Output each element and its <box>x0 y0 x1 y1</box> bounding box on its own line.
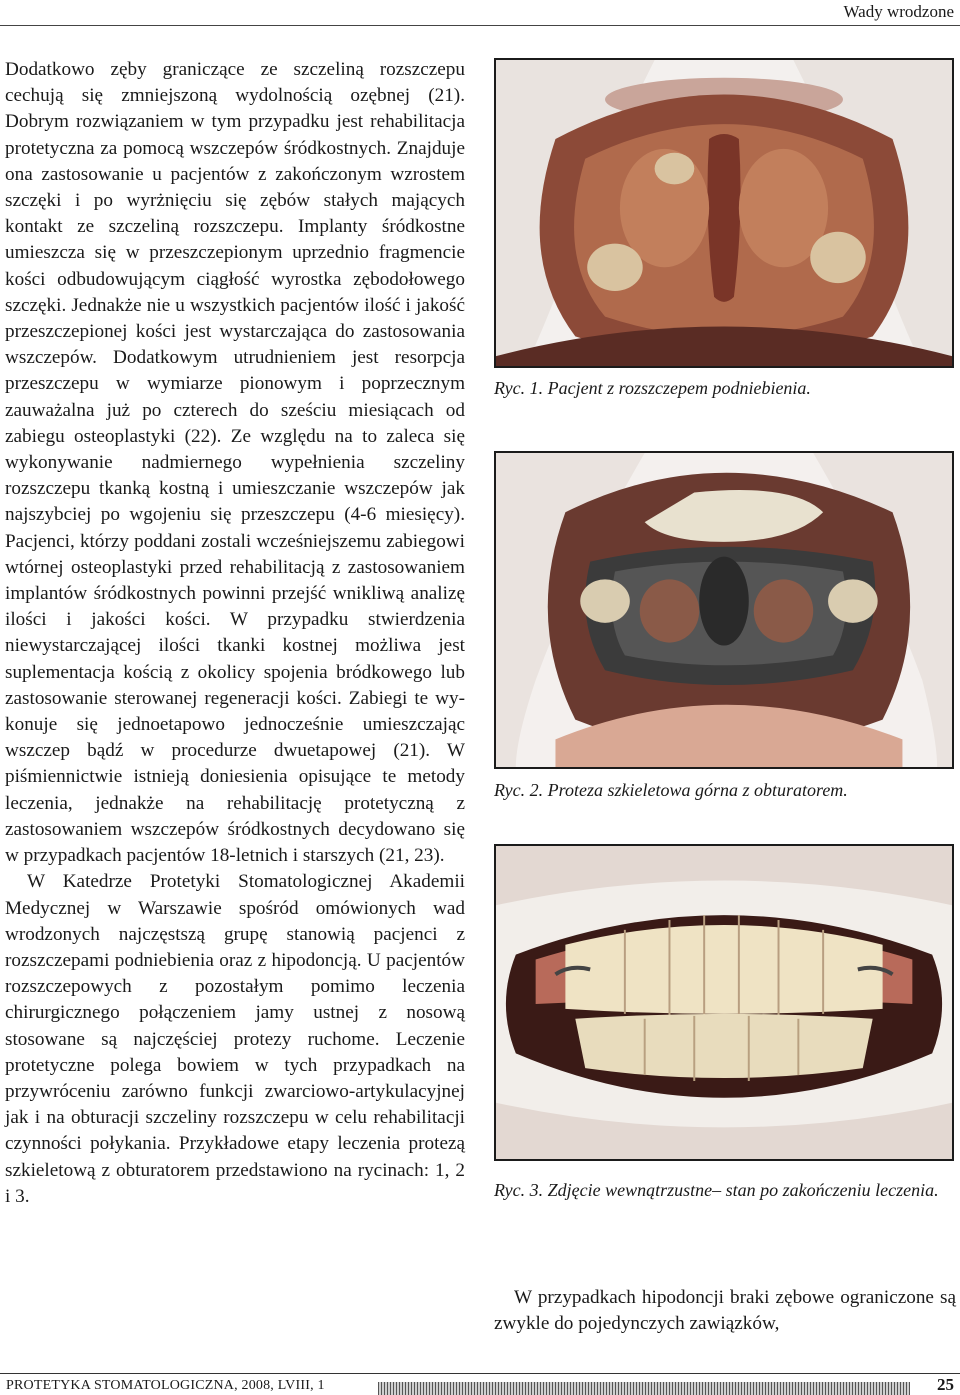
footer-rule <box>0 1373 960 1374</box>
figure-2-denture-photo <box>494 451 954 769</box>
running-title: Wady wrodzone <box>843 2 954 21</box>
journal-name: PROTETYKA STOMATOLOGICZNA, 2008, LVIII, 1 <box>6 1378 325 1393</box>
left-column <box>5 57 465 1210</box>
page-number: 25 <box>937 1375 954 1394</box>
body-paragraph-1: Dodatkowo zęby graniczące ze szczeliną rozszczepu cechują się zmniejszoną wydolnością ozębnej (21). Dobrym rozwiązaniem w tym przypadku jest rehabilitacja protetyczna za pomocą wszczepów śródkostnych. Znajduje ona zastosowanie u pacjentów z zakończonym wzrostem szczęki i po wyrżnięciu się zębów stałych mających kontakt ze szczeliną rozszczepu. Implanty śródkostne umieszcza się w przeszczepionym uprzednio fragmencie kości odbudowującym ciągłość wyrostka zębodołowego szczęki. Jednakże nie u wszystkich pacjentów ilość i jakość przeszczepionej kości jest wystarczająca do zastosowania wszczepów. Dodatkowym utrudnieniem jest resorpcja przeszczepu w wymiarze pionowym i poprzecznym zauważalna już po czterech do sześciu miesiącach od zabiegu osteoplastyki (22). Ze względu na to zaleca się wykonywanie nadmiernego wypełnienia szczeliny rozszczepu tkanką kostną i umieszczanie wszczepów jak najszybciej po wgojeniu się przeszczepu (4-6 miesięcy). Pacjenci, którzy poddani zostali wcześniejszemu zabiegowi wtórnej osteoplastyki przed rehabilitacją z zastosowaniem implantów śródkostnych powinni przejść wnikliwą analizę ilości i jakości kości. W przypadku stwierdzenia niewystarczającej ilości tkanki kostnej możliwa jest suplementacja kością z okolicy spojenia bródkowego lub zastosowanie sterowanej regeneracji kości. Zabiegi te wykonuje się jednoetapowo jednocześnie umieszczając wszczep bądź w procedurze dwuetapowej (21). W piśmiennictwie istnieją doniesienia opisujące te metody leczenia, jednakże na rehabilitację protetyczną z zastosowaniem wszczepów śródkostnych decydowano się w przypadkach pacjentów 18-letnich i starszych (21, 23). <box>5 59 465 867</box>
footer-decorative-bar <box>378 1382 910 1395</box>
figure-3-teeth-photo <box>494 844 954 1161</box>
body-paragraph-2: W Katedrze Protetyki Stomatologicznej Akademii Medycznej w Warszawie spośród omówionych wad wrodzonych najczęstszą grupę stanowią pacjenci z rozszczepami podniebienia oraz z hipodoncją. U pacjentów rozszczepowych z pozostałym pomimo leczenia chirurgicznego połączeniem jamy ustnej z nosową stosowane są najczęściej protezy ruchome. Leczenie protetyczne polega bowiem w tych przypadkach na przywróceniu zarówno funkcji zwarciowo-artykulacyjnej jak i na obturacji szczeliny rozszczepu w celu rehabilitacji czynności połykania. Przykładowe etapy leczenia protezą szkieletową z obturatorem przedstawiono na rycinach: 1, 2 i 3. <box>5 871 465 1207</box>
header-rule <box>0 25 960 26</box>
figure-2-caption: Ryc. 2. Proteza szkieletowa górna z obturatorem. <box>494 780 848 800</box>
figure-3-caption: Ryc. 3. Zdjęcie wewnątrzustne– stan po zakończeniu leczenia. <box>494 1180 939 1200</box>
right-column-paragraph: W przypadkach hipodoncji braki zębowe ograniczone są zwykle do pojedynczych zawiązków, <box>494 1287 956 1335</box>
figure-1-caption: Ryc. 1. Pacjent z rozszczepem podniebienia. <box>494 378 811 398</box>
figure-1-cleft-palate-photo <box>494 58 954 368</box>
